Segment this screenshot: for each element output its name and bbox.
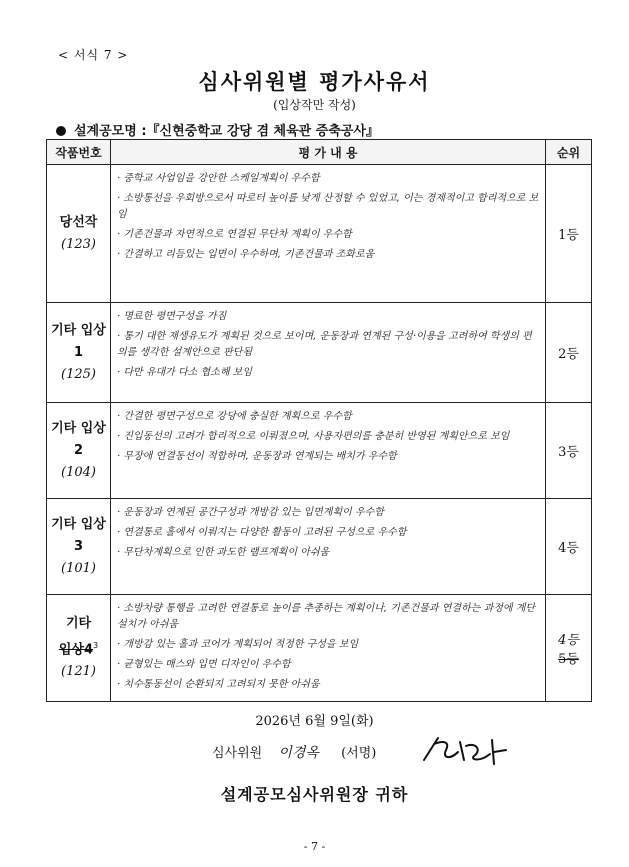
list-item: · 통기 대한 재생유도가 계획된 것으로 보이며, 운동장과 연계된 구성·이용을 고려하여 학생의 편의를 생각한 설계안으로 판단됨 — [117, 329, 539, 361]
table-row — [47, 403, 592, 499]
page-number: - 7 - — [303, 840, 326, 853]
list-item: · 진입동선의 고려가 합리적으로 이뤄졌으며, 사용자편의를 충분히 반영된 계획안으로 보임 — [117, 429, 539, 445]
rank-cell — [546, 303, 592, 403]
entry-label-struck: 입상4 — [58, 642, 94, 658]
handwritten-signature — [420, 730, 510, 770]
list-item: · 연결통로 홀에서 이뤄지는 다양한 활동이 고려된 구성으로 우수함 — [117, 525, 539, 541]
list-item: · 소방통선을 우회방으로서 따로터 높이를 낮게 산정할 수 있었고, 이는 경제적이고 합리적으로 보임 — [117, 191, 539, 223]
addressee: 설계공모심사위원장 귀하 — [220, 785, 409, 804]
entry-label: 기타 입상2 — [51, 420, 106, 458]
document-title: 심사위원별 평가사유서 — [198, 70, 431, 94]
list-item: · 무단차계획으로 인한 과도한 램프계획이 아쉬움 — [117, 545, 539, 561]
entry-label-correction: 3 — [93, 640, 99, 650]
entry-id-cell — [47, 499, 111, 595]
list-item: · 간결한 평면구성으로 강당에 충실한 계획으로 우수함 — [117, 409, 539, 425]
list-item: · 운동장과 연계된 공간구성과 개방감 있는 입면계획이 우수함 — [117, 505, 539, 521]
table-row — [47, 303, 592, 403]
sign-label: (서명) — [341, 746, 377, 761]
entry-label: 기타 입상1 — [51, 322, 106, 360]
entry-number: (125) — [61, 366, 96, 382]
rank-cell — [546, 165, 592, 303]
entry-id-cell — [47, 165, 111, 303]
evaluation-cell — [111, 303, 546, 403]
document-subtitle: (입상작만 작성) — [273, 98, 356, 112]
entry-number: (121) — [61, 664, 96, 680]
list-item: · 소방차량 통행을 고려한 연결통로 높이를 추종하는 계획이나, 기존건물과 연결하는 과정에 계단설치가 아쉬움 — [117, 601, 539, 633]
entry-number: (123) — [61, 236, 96, 252]
rank-value: 3등 — [558, 445, 579, 460]
entry-label: 당선작 — [59, 214, 98, 230]
table-header-row — [47, 140, 592, 165]
entry-number: (104) — [61, 464, 96, 480]
list-item: · 중학교 사업임을 강안한 스케일계획이 우수함 — [117, 171, 539, 187]
list-item: · 다만 유대가 다소 협소해 보임 — [117, 365, 539, 381]
list-item: · 무장애 연결동선이 적합하며, 운동장과 연계되는 배치가 우수함 — [117, 449, 539, 465]
entry-label: 기타 입상3 — [51, 516, 106, 554]
document-date: 2026년 6월 9일(화) — [255, 714, 374, 729]
signer-label: 심사위원 — [212, 746, 263, 761]
entry-id-cell — [47, 303, 111, 403]
evaluation-cell — [111, 403, 546, 499]
rank-value: 1등 — [558, 228, 579, 243]
header-evaluation: 평 가 내 용 — [111, 140, 546, 165]
evaluation-table — [46, 139, 592, 702]
header-rank: 순위 — [546, 140, 592, 165]
table-row — [47, 499, 592, 595]
entry-label: 기타 — [65, 615, 92, 631]
signer-name: 이경옥 — [278, 745, 319, 761]
rank-value-struck: 5등 — [558, 652, 579, 667]
contest-name-text: 설계공모명 :『신현중학교 강당 겸 체육관 증축공사』 — [74, 124, 379, 139]
entry-number: (101) — [61, 560, 96, 576]
form-number: < 서식 7 > — [58, 48, 129, 62]
rank-cell — [546, 595, 592, 702]
evaluation-cell — [111, 595, 546, 702]
rank-cell — [546, 403, 592, 499]
table-row — [47, 595, 592, 702]
list-item: · 치수통동선이 순환되지 고려되지 못한 아쉬움 — [117, 677, 539, 693]
list-item: · 균형있는 매스와 입면 디자인이 우수함 — [117, 657, 539, 673]
rank-value: 2등 — [558, 347, 579, 362]
rank-value-corrected: 4등 — [558, 633, 579, 648]
list-item: · 간결하고 리듬있는 입면이 우수하며, 기존건물과 조화로움 — [117, 247, 539, 263]
signature-line — [212, 742, 376, 762]
bullet-icon — [56, 126, 66, 136]
header-entry-number: 작품번호 — [47, 140, 111, 165]
entry-id-cell — [47, 403, 111, 499]
list-item: · 개방감 있는 홀과 코어가 계획되어 적정한 구성을 보임 — [117, 637, 539, 653]
list-item: · 기존건물과 자연적으로 연결된 무단차 계획이 우수함 — [117, 227, 539, 243]
contest-name — [56, 120, 379, 139]
entry-id-cell — [47, 595, 111, 702]
evaluation-cell — [111, 165, 546, 303]
rank-value: 4등 — [558, 541, 579, 556]
list-item: · 명료한 평면구성을 가짐 — [117, 309, 539, 325]
table-row — [47, 165, 592, 303]
rank-cell — [546, 499, 592, 595]
evaluation-cell — [111, 499, 546, 595]
